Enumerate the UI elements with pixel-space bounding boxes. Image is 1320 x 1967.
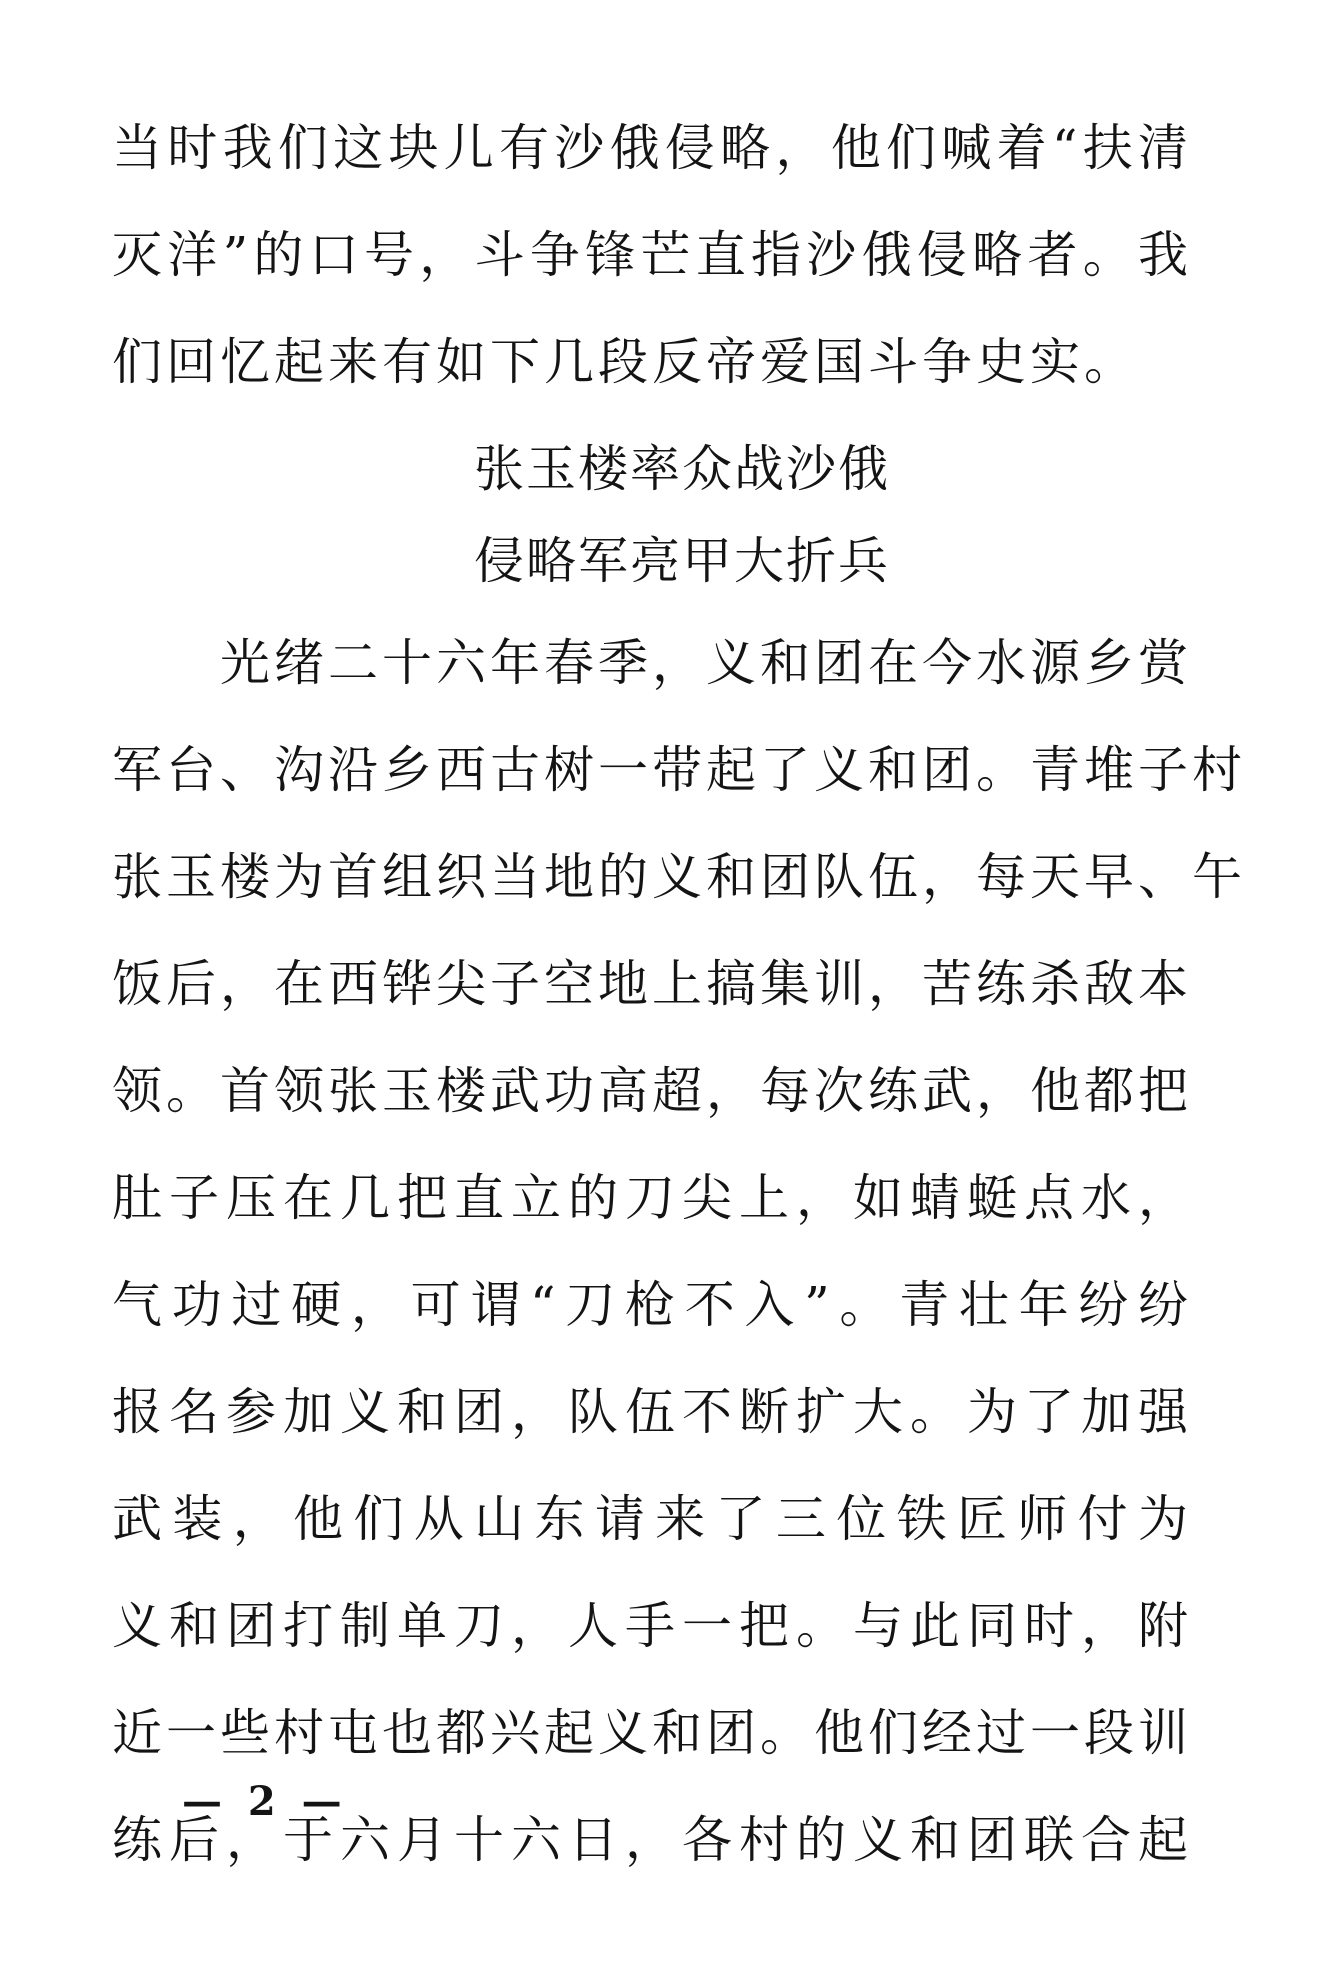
text-line: 们回忆起来有如下几段反帝爱国斗争史实。 [112, 333, 1138, 391]
text-line: 肚子压在几把直立的刀尖上，如蜻蜓点水， [112, 1169, 1192, 1227]
section-heading-line-1: 张玉楼率众战沙俄 [474, 440, 890, 498]
page-number: — 2 — [182, 1778, 348, 1825]
text-line: 张玉楼为首组织当地的义和团队伍，每天早、午 [112, 848, 1246, 906]
text-line: 气功过硬，可谓“刀枪不入”。青壮年纷纷 [112, 1276, 1192, 1334]
text-line: 饭后，在西铧尖子空地上搞集训，苦练杀敌本 [112, 955, 1192, 1013]
paragraph-intro-continuation [112, 118, 1192, 439]
text-line: 军台、沟沿乡西古树一带起了义和团。青堆子村 [112, 741, 1246, 799]
text-line: 当时我们这块儿有沙俄侵略，他们喊着“扶清 [112, 119, 1192, 177]
text-line: 近一些村屯也都兴起义和团。他们经过一段训 [112, 1704, 1192, 1762]
text-line: 领。首领张玉楼武功高超，每次练武，他都把 [112, 1062, 1192, 1120]
text-line: 武装，他们从山东请来了三位铁匠师付为 [112, 1490, 1192, 1548]
text-line: 义和团打制单刀，人手一把。与此同时，附 [112, 1597, 1192, 1655]
text-line: 报名参加义和团，队伍不断扩大。为了加强 [112, 1383, 1192, 1441]
text-line: 灭洋”的口号，斗争锋芒直指沙俄侵略者。我 [112, 226, 1192, 284]
paragraph-main [112, 633, 1246, 1917]
section-heading [112, 439, 1192, 633]
text-line: 光绪二十六年春季，义和团在今水源乡赏 [112, 634, 1192, 692]
body-text [112, 118, 1246, 1917]
text-line: 练后，于六月十六日，各村的义和团联合起 [112, 1811, 1192, 1869]
section-heading-line-2: 侵略军亮甲大折兵 [474, 532, 890, 590]
